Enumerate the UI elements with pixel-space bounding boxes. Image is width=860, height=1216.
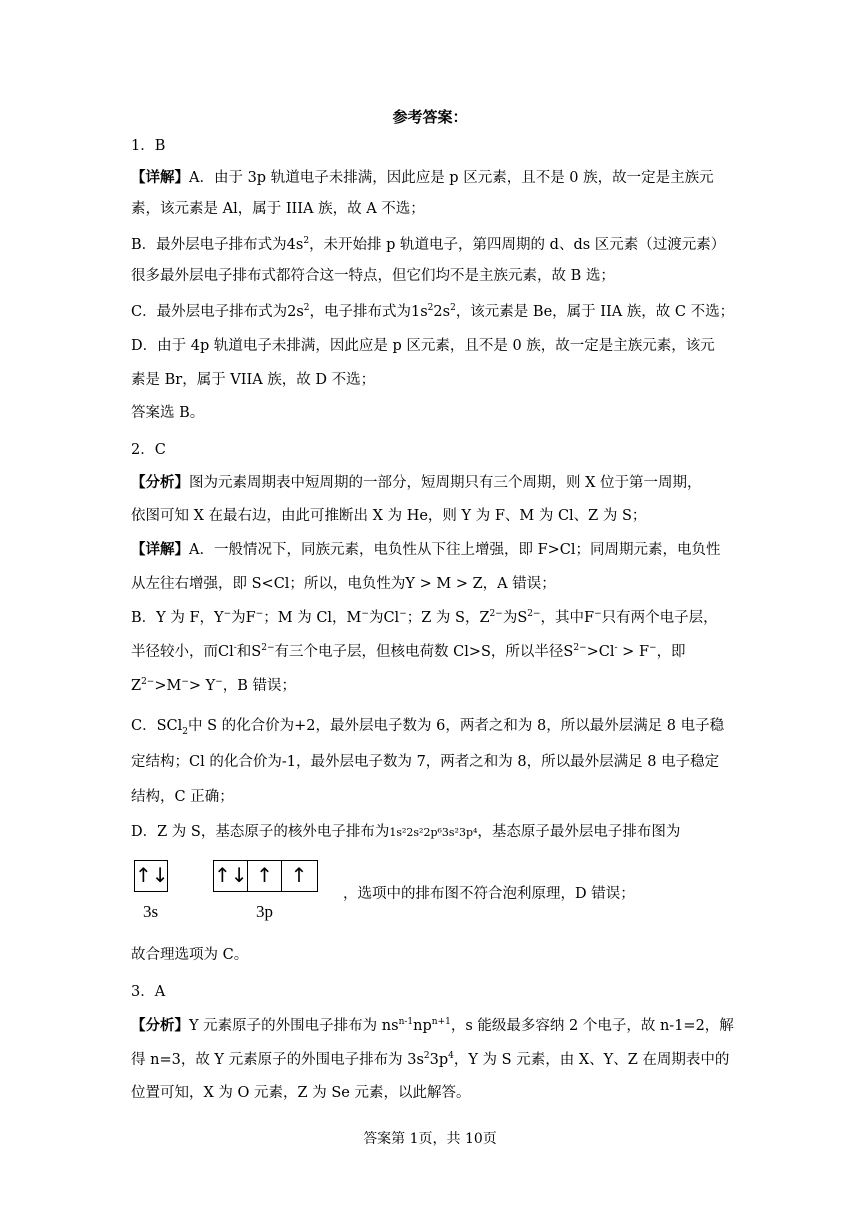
q2-option-c-2: 定结构；Cl 的化合价为-1，最外层电子数为 7，两者之和为 8，所以最外层满足 8 电子稳定: [131, 754, 720, 770]
q1-line-1: 【详解】A．由于 3p 轨道电子未排满，因此应是 p 区元素，且不是 0 族，故一定是主族元: [131, 169, 714, 186]
q1-answer: 答案选 B。: [131, 405, 205, 421]
q2-option-d-2: ，选项中的排布图不符合泡利原理，D 错误；: [343, 886, 635, 902]
orbital-diagram: [131, 860, 351, 930]
orbital-3p-cell-1: ↑↓: [214, 861, 248, 891]
q2-analysis-1: 【分析】图为元素周期表中短周期的一部分，短周期只有三个周期，则 X 位于第一周期，: [131, 474, 702, 491]
q2-option-c-3: 结构，C 正确；: [131, 789, 234, 805]
orbital-3s-cell: ↑↓: [135, 863, 169, 887]
q2-detail-2: 从左往右增强，即 S<Cl；所以，电负性为Y > M > Z，A 错误；: [131, 576, 556, 592]
q1-line-2: 素，该元素是 Al，属于 IIIA 族，故 A 不选；: [131, 201, 425, 217]
q1-line-7: 素是 Br，属于 VIIA 族，故 D 不选；: [131, 372, 376, 388]
page-footer: 答案第 1页，共 10页: [363, 1131, 497, 1147]
q3-analysis-2: 得 n=3，故 Y 元素原子的外围电子排布为 $3s^23p^4$，Y 为 S 元素，由 X、Y、Z 在周期表中的: [131, 1051, 730, 1068]
q2-detail-1: 【详解】A．一般情况下，同族元素，电负性从下往上增强，即 F>Cl；同周期元素，电负性: [131, 541, 721, 558]
q3-analysis-1: 【分析】Y 元素原子的外围电子排布为 $ns^{n-1}np^{n+1}$，s 能级最多容纳 2 个电子，故 n-1=2，解: [131, 1017, 734, 1034]
q1-line-6: D．由于 4p 轨道电子未排满，因此应是 p 区元素，且不是 0 族，故一定是主族元素，该元: [131, 338, 715, 354]
q1-line-4: 很多最外层电子排布式都符合这一特点，但它们均不是主族元素，故 B 选；: [131, 268, 615, 284]
q3-number: 3．A: [131, 984, 166, 1000]
orbital-3p-cell-3: ↑: [290, 863, 308, 887]
orbital-3p-label: 3p: [256, 902, 273, 921]
q2-number: 2．C: [131, 442, 166, 458]
orbital-3p-box: [213, 860, 318, 892]
q2-option-b-2: 半径较小，而Cl-和$S^{2-}$有三个电子层，但核电荷数 Cl>S，所以半径$S^{2-}>Cl^- > F^-$，即: [131, 643, 686, 660]
q1-number: 1．B: [131, 138, 166, 154]
page-title: 参考答案：: [392, 108, 468, 126]
q1-line-5: C．最外层电子排布式为$2s^2$，电子排布式为$1s^22s^2$，该元素是 Be，属于 IIA 族，故 C 不选；: [131, 303, 735, 320]
q2-answer: 故合理选项为 C。: [131, 947, 249, 963]
q2-option-c-1: C．SCl$_2$中 S 的化合价为+2，最外层电子数为 6，两者之和为 8，所以最外层满足 8 电子稳: [131, 718, 725, 737]
orbital-3s-box: [134, 860, 168, 892]
q3-analysis-3: 位置可知，X 为 O 元素，Z 为 Se 元素，以此解答。: [131, 1085, 471, 1101]
q2-analysis-2: 依图可知 X 在最右边，由此可推断出 X 为 He，则 Y 为 F、M 为 Cl、Z 为 S；: [131, 508, 647, 524]
orbital-3s-label: 3s: [143, 902, 159, 921]
q1-line-3: B．最外层电子排布式为$4s^2$，未开始排 p 轨道电子，第四周期的 d、ds 区元素（过渡元素）: [131, 236, 726, 253]
q2-option-b-1: B．Y 为 F，Y−为F−；M 为 Cl，M−为Cl−；Z 为 S，$Z^{2-}$为$S^{2-}$，其中F−只有两个电子层，: [131, 609, 718, 626]
orbital-3p-cell-2: ↑: [248, 861, 282, 891]
q2-option-b-3: $Z^{2-}>M^-> Y^-$，B 错误；: [131, 677, 297, 694]
q2-option-d-1: D．Z 为 S，基态原子的核外电子排布为1s²2s²2p⁶3s²3p⁴，基态原子最外层电子排布图为: [131, 824, 681, 840]
